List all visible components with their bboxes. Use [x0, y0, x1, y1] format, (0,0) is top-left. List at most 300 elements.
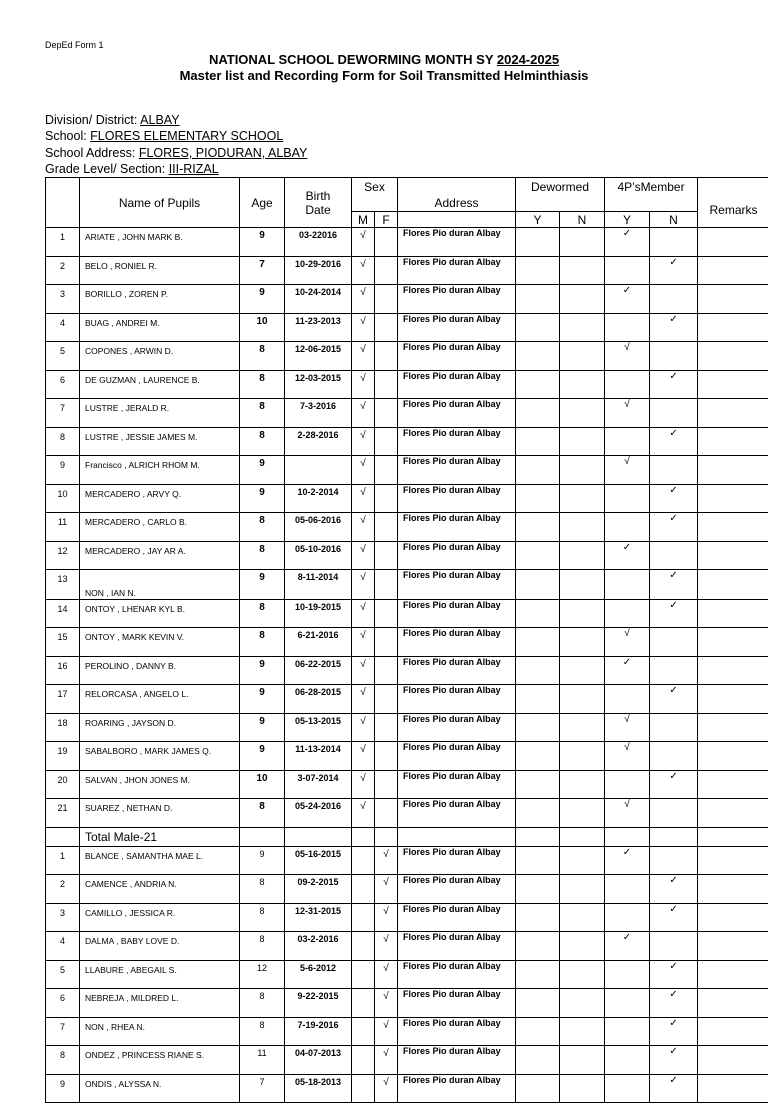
pupil-name: ONDIS , ALYSSA N.: [80, 1074, 240, 1103]
row-number: 21: [46, 799, 80, 828]
sex-f-check: [375, 484, 398, 513]
fourps-n: ✓: [650, 903, 698, 932]
sex-f-check: [375, 570, 398, 600]
pupil-name: Francisco , ALRICH RHOM M.: [80, 456, 240, 485]
fourps-y: ✓: [605, 541, 650, 570]
dewormed-n: [560, 1046, 605, 1075]
row-number: 2: [46, 875, 80, 904]
row-number: 5: [46, 960, 80, 989]
sex-m-check: √: [352, 513, 375, 542]
dewormed-y: [516, 399, 560, 428]
pupil-birth-date: 7-3-2016: [285, 399, 352, 428]
remarks: [698, 713, 768, 742]
dewormed-y: [516, 1046, 560, 1075]
fourps-y: √: [605, 713, 650, 742]
pupil-name: MERCADERO , CARLO B.: [80, 513, 240, 542]
row-number: 7: [46, 1017, 80, 1046]
fourps-y: [605, 770, 650, 799]
empty-cell: [375, 827, 398, 846]
pupil-name: NEBREJA , MILDRED L.: [80, 989, 240, 1018]
sex-m-check: √: [352, 313, 375, 342]
fourps-y: ✓: [605, 846, 650, 875]
school-value: FLORES ELEMENTARY SCHOOL: [90, 129, 283, 143]
pupil-birth-date: 03-2-2016: [285, 932, 352, 961]
pupil-age: 7: [240, 1074, 285, 1103]
pupil-birth-date: 05-06-2016: [285, 513, 352, 542]
remarks: [698, 256, 768, 285]
dewormed-y: [516, 656, 560, 685]
sex-f-check: [375, 770, 398, 799]
sex-f-check: √: [375, 932, 398, 961]
sex-m-check: √: [352, 628, 375, 657]
pupil-age: 9: [240, 570, 285, 600]
sex-m-check: √: [352, 427, 375, 456]
row-number: 6: [46, 370, 80, 399]
row-number: 13: [46, 570, 80, 600]
fourps-y: [605, 427, 650, 456]
remarks: [698, 1017, 768, 1046]
row-number: 14: [46, 599, 80, 628]
row-number: 2: [46, 256, 80, 285]
sex-f-check: √: [375, 989, 398, 1018]
empty-cell: [560, 827, 605, 846]
sex-f-check: [375, 685, 398, 714]
pupil-address: Flores Pio duran Albay: [398, 1046, 516, 1075]
empty-cell: [698, 827, 768, 846]
fourps-y: [605, 370, 650, 399]
pupil-name: COPONES , ARWIN D.: [80, 342, 240, 371]
fourps-n: ✓: [650, 513, 698, 542]
dewormed-n: [560, 456, 605, 485]
pupil-address: Flores Pio duran Albay: [398, 628, 516, 657]
dewormed-y: [516, 799, 560, 828]
row-number: 15: [46, 628, 80, 657]
dewormed-n: [560, 1017, 605, 1046]
pupil-age: 9: [240, 228, 285, 257]
row-number: 8: [46, 427, 80, 456]
fourps-y: [605, 685, 650, 714]
row-number: 3: [46, 903, 80, 932]
fourps-y: ✓: [605, 285, 650, 314]
pupil-birth-date: 04-07-2013: [285, 1046, 352, 1075]
row-number: 4: [46, 932, 80, 961]
female-rows: [46, 846, 768, 1103]
pupil-address: Flores Pio duran Albay: [398, 256, 516, 285]
fourps-y: [605, 1046, 650, 1075]
fourps-n: [650, 342, 698, 371]
pupil-address: Flores Pio duran Albay: [398, 228, 516, 257]
fourps-y: [605, 1017, 650, 1046]
sex-m-check: √: [352, 370, 375, 399]
dewormed-n: [560, 799, 605, 828]
fourps-y: [605, 570, 650, 600]
dewormed-n: [560, 313, 605, 342]
table-row: [46, 456, 768, 485]
address-value: FLORES, PIODURAN, ALBAY: [139, 146, 308, 160]
sex-m-check: [352, 989, 375, 1018]
sex-f-check: [375, 628, 398, 657]
pupil-address: Flores Pio duran Albay: [398, 685, 516, 714]
pupil-name: ARIATE , JOHN MARK B.: [80, 228, 240, 257]
pupil-name: MERCADERO , JAY AR A.: [80, 541, 240, 570]
pupil-name: SUAREZ , NETHAN D.: [80, 799, 240, 828]
remarks: [698, 932, 768, 961]
dewormed-y: [516, 484, 560, 513]
pupil-name: SABALBORO , MARK JAMES Q.: [80, 742, 240, 771]
title-prefix: NATIONAL SCHOOL DEWORMING MONTH SY: [209, 52, 497, 67]
table-row: [46, 1017, 768, 1046]
table-row: [46, 903, 768, 932]
row-number: 12: [46, 541, 80, 570]
remarks: [698, 799, 768, 828]
pupil-age: 9: [240, 846, 285, 875]
pupil-name: BORILLO , ZOREN P.: [80, 285, 240, 314]
header-name: Name of Pupils: [80, 178, 240, 228]
dewormed-n: [560, 960, 605, 989]
pupil-name: ONTOY , MARK KEVIN V.: [80, 628, 240, 657]
remarks: [698, 484, 768, 513]
empty-cell: [605, 827, 650, 846]
fourps-y: [605, 903, 650, 932]
table-row: [46, 989, 768, 1018]
sex-m-check: √: [352, 799, 375, 828]
school-year: 2024-2025: [497, 52, 559, 67]
dewormed-y: [516, 713, 560, 742]
table-row: [46, 960, 768, 989]
dewormed-n: [560, 628, 605, 657]
remarks: [698, 342, 768, 371]
grade-value: III-RIZAL: [169, 162, 219, 176]
pupil-age: 8: [240, 399, 285, 428]
sex-f-check: √: [375, 903, 398, 932]
fourps-y: [605, 960, 650, 989]
row-number: 1: [46, 228, 80, 257]
sex-m-check: √: [352, 399, 375, 428]
pupil-birth-date: 7-19-2016: [285, 1017, 352, 1046]
header-address-sub: [398, 212, 516, 228]
fourps-y: √: [605, 342, 650, 371]
table-row: [46, 370, 768, 399]
fourps-n: [650, 656, 698, 685]
remarks: [698, 656, 768, 685]
remarks: [698, 770, 768, 799]
sex-m-check: √: [352, 599, 375, 628]
total-spacer: [46, 827, 80, 846]
pupil-address: Flores Pio duran Albay: [398, 399, 516, 428]
fourps-n: [650, 799, 698, 828]
dewormed-n: [560, 903, 605, 932]
sex-f-check: √: [375, 1046, 398, 1075]
fourps-n: [650, 228, 698, 257]
row-number: 1: [46, 846, 80, 875]
pupil-address: Flores Pio duran Albay: [398, 1074, 516, 1103]
address-line: [45, 146, 307, 160]
pupil-name: MERCADERO , ARVY Q.: [80, 484, 240, 513]
dewormed-n: [560, 1074, 605, 1103]
table-row: [46, 846, 768, 875]
fourps-n: ✓: [650, 599, 698, 628]
total-male-label: Total Male-21: [80, 827, 240, 846]
empty-cell: [516, 827, 560, 846]
dewormed-y: [516, 846, 560, 875]
fourps-y: ✓: [605, 228, 650, 257]
pupil-age: 8: [240, 875, 285, 904]
pupil-age: 7: [240, 256, 285, 285]
table-row: [46, 713, 768, 742]
fourps-n: ✓: [650, 1046, 698, 1075]
pupil-age: 11: [240, 1046, 285, 1075]
dewormed-y: [516, 932, 560, 961]
sex-m-check: [352, 1017, 375, 1046]
pupil-birth-date: 09-2-2015: [285, 875, 352, 904]
dewormed-y: [516, 228, 560, 257]
grade-label: Grade Level/ Section:: [45, 162, 169, 176]
sex-m-check: [352, 846, 375, 875]
sex-f-check: √: [375, 1074, 398, 1103]
sex-f-check: [375, 541, 398, 570]
header-4ps-y: Y: [605, 212, 650, 228]
row-number: 5: [46, 342, 80, 371]
empty-cell: [352, 827, 375, 846]
sex-m-check: √: [352, 256, 375, 285]
fourps-y: [605, 313, 650, 342]
remarks: [698, 313, 768, 342]
masterlist-table: [45, 177, 768, 1103]
form-title: [0, 52, 768, 67]
pupil-address: Flores Pio duran Albay: [398, 342, 516, 371]
pupil-age: 9: [240, 484, 285, 513]
pupil-address: Flores Pio duran Albay: [398, 656, 516, 685]
sex-f-check: [375, 313, 398, 342]
remarks: [698, 846, 768, 875]
remarks: [698, 599, 768, 628]
pupil-address: Flores Pio duran Albay: [398, 541, 516, 570]
pupil-name: CAMENCE , ANDRIA N.: [80, 875, 240, 904]
dewormed-y: [516, 685, 560, 714]
pupil-name: DALMA , BABY LOVE D.: [80, 932, 240, 961]
pupil-age: 9: [240, 285, 285, 314]
pupil-birth-date: 3-07-2014: [285, 770, 352, 799]
sex-m-check: √: [352, 228, 375, 257]
pupil-name: BLANCE , SAMANTHA MAE L.: [80, 846, 240, 875]
fourps-n: ✓: [650, 1074, 698, 1103]
table-row: [46, 399, 768, 428]
dewormed-y: [516, 427, 560, 456]
fourps-n: ✓: [650, 960, 698, 989]
dewormed-y: [516, 370, 560, 399]
header-4ps-n: N: [650, 212, 698, 228]
table-row: [46, 228, 768, 257]
sex-f-check: √: [375, 1017, 398, 1046]
pupil-age: 8: [240, 628, 285, 657]
pupil-birth-date: 10-24-2014: [285, 285, 352, 314]
dewormed-y: [516, 285, 560, 314]
pupil-birth-date: [285, 456, 352, 485]
pupil-name: LUSTRE , JESSIE JAMES M.: [80, 427, 240, 456]
dewormed-n: [560, 342, 605, 371]
pupil-address: Flores Pio duran Albay: [398, 799, 516, 828]
sex-f-check: √: [375, 846, 398, 875]
remarks: [698, 541, 768, 570]
header-birth: Birth: [285, 189, 351, 203]
remarks: [698, 570, 768, 600]
pupil-birth-date: 10-19-2015: [285, 599, 352, 628]
dewormed-y: [516, 541, 560, 570]
pupil-age: 8: [240, 989, 285, 1018]
pupil-birth-date: 05-16-2015: [285, 846, 352, 875]
fourps-n: [650, 932, 698, 961]
dewormed-y: [516, 599, 560, 628]
header-birth-date: [285, 178, 352, 228]
empty-cell: [240, 827, 285, 846]
remarks: [698, 960, 768, 989]
fourps-y: [605, 513, 650, 542]
pupil-birth-date: 05-10-2016: [285, 541, 352, 570]
pupil-address: Flores Pio duran Albay: [398, 846, 516, 875]
fourps-n: ✓: [650, 989, 698, 1018]
pupil-name: DE GUZMAN , LAURENCE B.: [80, 370, 240, 399]
row-number: 16: [46, 656, 80, 685]
pupil-name: ONDEZ , PRINCESS RIANE S.: [80, 1046, 240, 1075]
dewormed-y: [516, 570, 560, 600]
pupil-birth-date: 11-23-2013: [285, 313, 352, 342]
pupil-age: 8: [240, 799, 285, 828]
school-line: [45, 129, 283, 143]
dewormed-n: [560, 484, 605, 513]
header-date: Date: [285, 203, 351, 217]
table-row: [46, 541, 768, 570]
pupil-address: Flores Pio duran Albay: [398, 427, 516, 456]
remarks: [698, 1046, 768, 1075]
fourps-n: [650, 541, 698, 570]
fourps-y: √: [605, 742, 650, 771]
pupil-age: 8: [240, 932, 285, 961]
pupil-name: LUSTRE , JERALD R.: [80, 399, 240, 428]
pupil-birth-date: 5-6-2012: [285, 960, 352, 989]
dewormed-n: [560, 513, 605, 542]
male-rows: [46, 228, 768, 828]
dewormed-n: [560, 370, 605, 399]
pupil-address: Flores Pio duran Albay: [398, 570, 516, 600]
header-age: Age: [240, 178, 285, 228]
male-total: [46, 827, 768, 846]
table-row: [46, 932, 768, 961]
pupil-birth-date: 11-13-2014: [285, 742, 352, 771]
fourps-y: ✓: [605, 656, 650, 685]
fourps-n: ✓: [650, 570, 698, 600]
dewormed-y: [516, 456, 560, 485]
sex-m-check: √: [352, 656, 375, 685]
sex-f-check: [375, 228, 398, 257]
header-sex: Sex: [352, 178, 398, 212]
pupil-name: RELORCASA , ANGELO L.: [80, 685, 240, 714]
remarks: [698, 456, 768, 485]
header-sex-f: F: [375, 212, 398, 228]
dewormed-n: [560, 875, 605, 904]
dewormed-n: [560, 846, 605, 875]
pupil-name: SALVAN , JHON JONES M.: [80, 770, 240, 799]
table-row: [46, 427, 768, 456]
row-number: 7: [46, 399, 80, 428]
pupil-address: Flores Pio duran Albay: [398, 960, 516, 989]
fourps-n: [650, 399, 698, 428]
pupil-birth-date: 10-2-2014: [285, 484, 352, 513]
remarks: [698, 399, 768, 428]
pupil-age: 10: [240, 313, 285, 342]
address-label: School Address:: [45, 146, 139, 160]
sex-f-check: [375, 399, 398, 428]
table-row: [46, 256, 768, 285]
pupil-address: Flores Pio duran Albay: [398, 456, 516, 485]
remarks: [698, 875, 768, 904]
row-number: 9: [46, 1074, 80, 1103]
pupil-name: NON , RHEA N.: [80, 1017, 240, 1046]
fourps-y: [605, 599, 650, 628]
dewormed-n: [560, 685, 605, 714]
pupil-address: Flores Pio duran Albay: [398, 742, 516, 771]
table-row: [46, 313, 768, 342]
sex-m-check: √: [352, 456, 375, 485]
pupil-name: LLABURE , ABEGAIL S.: [80, 960, 240, 989]
division-label: Division/ District:: [45, 113, 140, 127]
pupil-age: 8: [240, 342, 285, 371]
sex-m-check: [352, 932, 375, 961]
pupil-address: Flores Pio duran Albay: [398, 932, 516, 961]
pupil-address: Flores Pio duran Albay: [398, 713, 516, 742]
dewormed-n: [560, 399, 605, 428]
fourps-n: ✓: [650, 685, 698, 714]
row-number: 18: [46, 713, 80, 742]
header-address: Address: [398, 178, 516, 212]
pupil-age: 8: [240, 541, 285, 570]
sex-f-check: [375, 742, 398, 771]
row-number: 9: [46, 456, 80, 485]
fourps-n: ✓: [650, 256, 698, 285]
header-dewormed-n: N: [560, 212, 605, 228]
sex-f-check: √: [375, 960, 398, 989]
sex-f-check: [375, 342, 398, 371]
fourps-n: ✓: [650, 875, 698, 904]
sex-m-check: [352, 960, 375, 989]
remarks: [698, 685, 768, 714]
sex-m-check: √: [352, 570, 375, 600]
fourps-n: [650, 456, 698, 485]
pupil-birth-date: 2-28-2016: [285, 427, 352, 456]
pupil-address: Flores Pio duran Albay: [398, 484, 516, 513]
header-4ps: 4P’sMember: [605, 178, 698, 212]
sex-m-check: √: [352, 541, 375, 570]
table-row: [46, 599, 768, 628]
form-subtitle: Master list and Recording Form for Soil Transmitted Helminthiasis: [0, 68, 768, 83]
pupil-address: Flores Pio duran Albay: [398, 770, 516, 799]
dewormed-y: [516, 960, 560, 989]
dewormed-y: [516, 313, 560, 342]
pupil-birth-date: 6-21-2016: [285, 628, 352, 657]
table-row: [46, 770, 768, 799]
pupil-address: Flores Pio duran Albay: [398, 513, 516, 542]
fourps-y: √: [605, 456, 650, 485]
sex-m-check: [352, 1074, 375, 1103]
table-row: [46, 628, 768, 657]
header-dewormed: Dewormed: [516, 178, 605, 212]
sex-m-check: √: [352, 770, 375, 799]
pupil-age: 12: [240, 960, 285, 989]
pupil-birth-date: 8-11-2014: [285, 570, 352, 600]
division-value: ALBAY: [140, 113, 179, 127]
table-row: [46, 685, 768, 714]
fourps-n: ✓: [650, 1017, 698, 1046]
sex-m-check: √: [352, 742, 375, 771]
